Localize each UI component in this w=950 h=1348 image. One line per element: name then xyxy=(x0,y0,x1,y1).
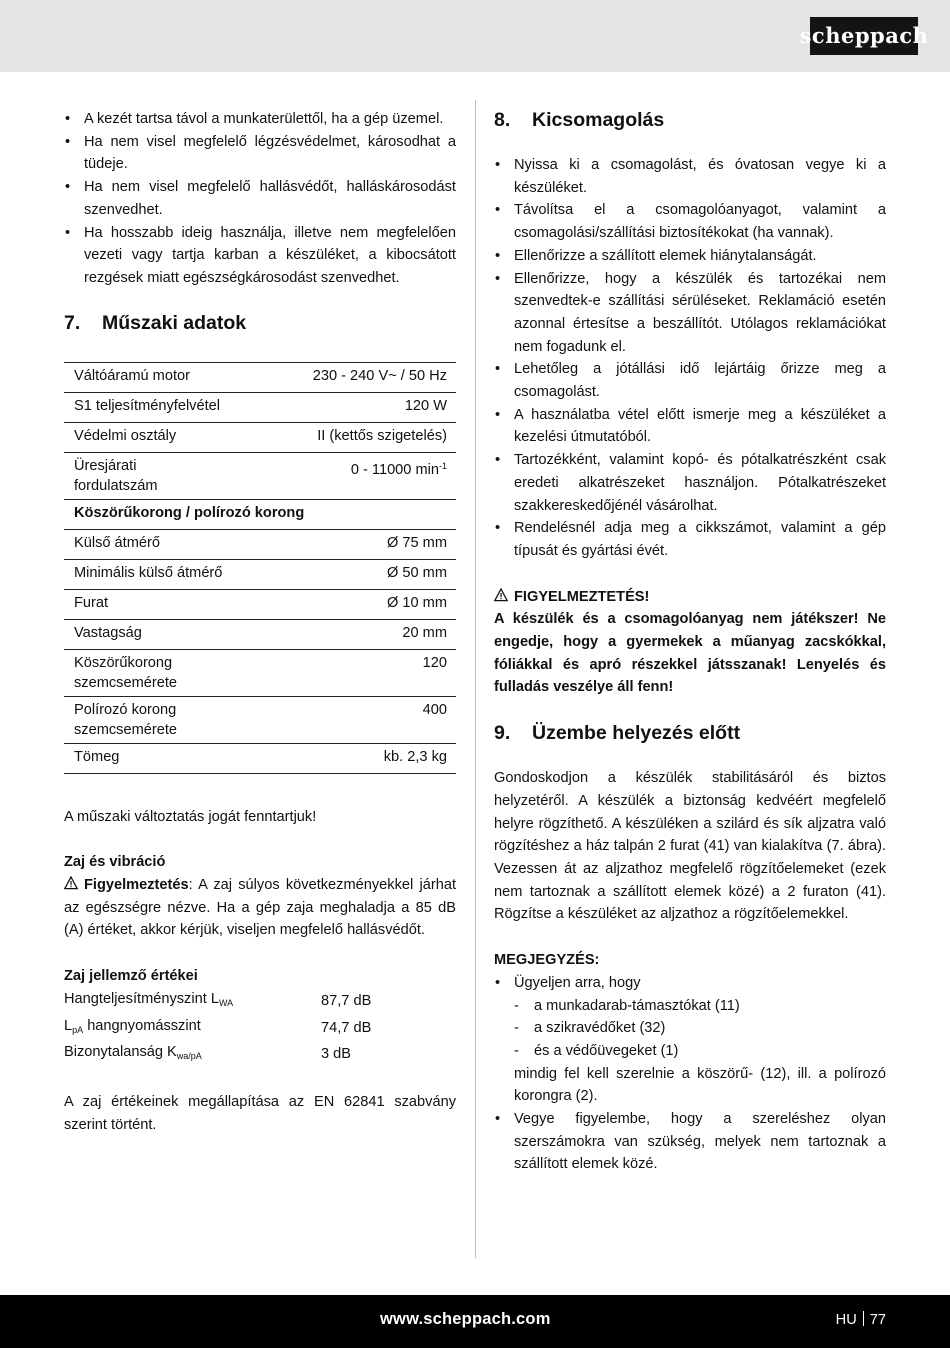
page-header-bar xyxy=(0,0,950,72)
list-item: • Ha nem visel megfelelő légzésvédelmet, károsodhat a tüdeje. xyxy=(64,131,456,176)
note-dash-list xyxy=(514,995,886,1063)
list-item: • Ellenőrizze a szállított elemek hiánytalanságát. xyxy=(494,245,886,268)
setup-paragraph: Gondoskodjon a készülék stabilitásáról és biztos helyzetéről. A készülék a biztonság kedvéért megfelelő helyre rögzíthető. A készüléken a szilárd és sík aljzatra való rögzítéshez a ház talpán 2 furat (41) van kialakítva (7. ábra). Vezessen át az aljzathoz megfelelő rögzítőelemeket (ezek nem tartoznak a szállított elemek közé) a 2 furaton (41). Rögzítse a készüléket az aljzathoz a rögzítőelemekkel. xyxy=(494,770,886,923)
right-column xyxy=(494,106,886,1176)
unpack-bullet-list xyxy=(494,154,886,563)
table-row: Üresjárati fordulatszám 0 - 11000 $\min^{-1}$ xyxy=(64,452,456,499)
list-item: • Rendelésnél adja meg a cikkszámot, valamint a gép típusát és gyártási évét. xyxy=(494,517,886,562)
list-item: • Vegye figyelembe, hogy a szereléshez olyan szerszámokra van szükség, melyek nem tartoznak a szállított elemek közé. xyxy=(494,1108,886,1176)
list-item: • Távolítsa el a csomagolóanyagot, valamint a csomagolási/szállítási biztosítékokat (ha vannak). xyxy=(494,199,886,244)
table-row: Váltóáramú motor 230 - 240 V~ / 50 Hz xyxy=(64,362,456,392)
note-heading: MEGJEGYZÉS: xyxy=(494,952,600,969)
list-item: - a szikravédőket (32) xyxy=(514,1017,886,1040)
scheppach-logo: scheppach xyxy=(810,17,918,55)
table-row: Köszörűkorong szemcsemérete 120 xyxy=(64,649,456,696)
table-row: S1 teljesítményfelvétel 120 W xyxy=(64,392,456,422)
typical-values-heading: Zaj jellemző értékei xyxy=(64,968,198,985)
warning-heading: FIGYELMEZTETÉS! xyxy=(494,586,886,609)
table-row: Tömeg kb. 2,3 kg xyxy=(64,743,456,773)
list-item: • Tartozékként, valamint kopó- és pótalkatrészként csak eredeti alkatrészeket használjon. Pótalkatrészeket szakkereskedőjénél vásárolhat. xyxy=(494,449,886,517)
list-item: • Ha nem visel megfelelő hallásvédőt, halláskárosodást szenvedhet. xyxy=(64,176,456,221)
table-row: Vastagság 20 mm xyxy=(64,619,456,649)
section-9-heading: 9. Üzembe helyezés előtt xyxy=(494,722,741,745)
noise-standard-note: A zaj értékeinek megállapítása az EN 62841 szabvány szerint történt. xyxy=(64,1093,456,1133)
section-7-heading: 7. Műszaki adatok xyxy=(64,311,247,334)
table-row: Hangteljesítményszint $L_{WA}$ 87,7 dB xyxy=(64,990,372,1009)
noise-warning-paragraph: Figyelmeztetés: A zaj súlyos következményekkel járhat az egészségre nézve. Ha a gép zaja meghaladja a 85 dB (A) értéket, akkor kérjük, viseljen megfelelő hallásvédőt. xyxy=(64,877,456,939)
warning-icon xyxy=(64,876,78,890)
warning-text: A készülék és a csomagolóanyag nem játékszer! Ne engedje, hogy a gyermekek a műanyag zacskókkal, fóliákkal és apró részekkel játsszanak! Lenyelés és fulladás veszélye áll fenn! xyxy=(494,611,886,696)
table-row: Védelmi osztály II (kettős szigetelés) xyxy=(64,422,456,452)
safety-bullet-list xyxy=(64,108,456,290)
table-row: Külső átmérő Ø 75 mm xyxy=(64,529,456,559)
table-row: Polírozó korong szemcsemérete 400 xyxy=(64,696,456,743)
table-row: Minimális külső átmérő Ø 50 mm xyxy=(64,559,456,589)
noise-heading: Zaj és vibráció xyxy=(64,854,166,871)
table-row: Furat Ø 10 mm xyxy=(64,589,456,619)
spec-table xyxy=(64,362,456,774)
list-item: • Ha hosszabb ideig használja, illetve nem megfelelően vezeti vagy tartja karban a készüléket, a kibocsátott rezgések miatt egészségkárosodást szenvedhet. xyxy=(64,222,456,290)
list-item: • A használatba vétel előtt ismerje meg a készüléket a kezelési útmutatóból. xyxy=(494,404,886,449)
website-link[interactable]: www.scheppach.com xyxy=(380,1310,551,1328)
table-row: Bizonytalanság $K_{wa/pA}$ 3 dB xyxy=(64,1044,352,1063)
list-item: • Lehetőleg a jótállási idő lejártáig őrizze meg a csomagolást. xyxy=(494,358,886,403)
warning-icon xyxy=(494,588,508,602)
list-item: • A kezét tartsa távol a munkaterülettől, ha a gép üzemel. xyxy=(64,108,456,131)
list-item: • Ügyeljen arra, hogy - a munkadarab-támasztókat (11) - a szikravédőket (32) - és a védőüvegeket (1) mindig fel kell szerelnie a köszörű- (12), ill. a polírozó korongra (2). xyxy=(494,972,886,1108)
tech-change-note: A műszaki változtatás jogát fenntartjuk! xyxy=(64,808,317,825)
page-number: HU 77 xyxy=(835,1312,886,1328)
page-footer xyxy=(0,1295,950,1348)
list-item: - a munkadarab-támasztókat (11) xyxy=(514,995,886,1018)
table-row: $L_{pA}$ hangnyomásszint 74,7 dB xyxy=(64,1017,372,1036)
column-divider xyxy=(475,100,476,1258)
table-row: Köszörűkorong / polírozó korong xyxy=(64,499,456,529)
list-item: - és a védőüvegeket (1) xyxy=(514,1040,886,1063)
note-bullet-list xyxy=(494,972,886,1176)
section-8-heading: 8. Kicsomagolás xyxy=(494,109,665,131)
list-item: • Ellenőrizze, hogy a készülék és tartozékai nem szenvedtek-e szállítási sérüléseket. Reklamáció esetén azonnal értesítse a beszállítót. Utólagos reklamációkat nem fogadunk el. xyxy=(494,268,886,359)
noise-values-table xyxy=(64,988,371,1068)
left-column xyxy=(64,108,456,1136)
list-item: • Nyissa ki a csomagolást, és óvatosan vegye ki a készüléket. xyxy=(494,154,886,199)
